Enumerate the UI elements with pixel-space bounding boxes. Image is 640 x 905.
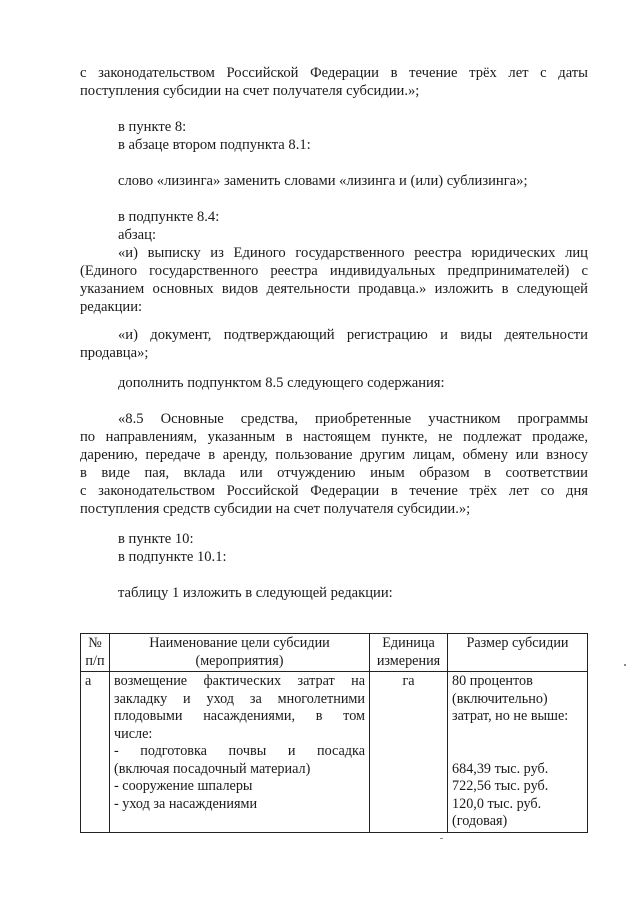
cell-line: 684,39 тыс. руб. [452, 760, 549, 777]
text-line: абзац: [118, 227, 157, 243]
text-line: (Единого государственного реестра индивидуальных предпринимателей) с [80, 263, 588, 279]
text-line: указанием основных видов деятельности продавца.» изложить в следующей [80, 281, 588, 297]
header-text: Наименование цели субсидии [149, 635, 330, 651]
cell-line: возмещение фактических затрат на [114, 673, 365, 689]
text-line: с законодательством Российской Федерации в течение трёх лет с даты [80, 65, 588, 81]
cell-line: (включая посадочный материал) [114, 760, 311, 777]
cell-line: 120,0 тыс. руб. [452, 795, 542, 812]
cell-line: 722,56 тыс. руб. [452, 778, 549, 794]
text-line: поступления субсидии на счет получателя субсидии.»; [80, 83, 420, 99]
cell-text: га [402, 673, 415, 689]
text-line: по направлениям, указанным в настоящем пункте, не подлежат продаже, [80, 429, 588, 445]
text-line: редакции: [80, 299, 143, 315]
header-number [81, 634, 110, 672]
text-line: дарению, передаче в аренду, пользование другим лицам, обмену или взносу [80, 447, 588, 463]
header-text: Единица [382, 635, 435, 651]
text-line: продавца»; [80, 345, 149, 361]
text-line: в абзаце втором подпункта 8.1: [118, 137, 311, 153]
row-amount [448, 672, 588, 833]
table-row [81, 672, 588, 833]
cell-line: (включительно) [452, 690, 548, 707]
text-line: слово «лизинга» заменить словами «лизинга и (или) сублизинга»; [118, 173, 528, 189]
text-line: в пункте 8: [118, 119, 187, 135]
header-text: (мероприятия) [195, 652, 284, 669]
cell-line: закладку и уход за многолетними [114, 690, 365, 707]
text-line: в виде пая, вклада или отчуждению иным образом в соответствии [80, 465, 588, 481]
row-number [81, 672, 110, 833]
cell-line: - сооружение шпалеры [114, 778, 253, 794]
header-amount [448, 634, 588, 672]
scan-speck [624, 664, 626, 666]
cell-line: затрат, но не выше: [452, 708, 569, 724]
header-text: Размер субсидии [466, 635, 569, 651]
cell-line: числе: [114, 725, 153, 742]
cell-line: 80 процентов [452, 673, 533, 689]
cell-line: - подготовка почвы и посадка [114, 743, 365, 759]
header-text: измерения [376, 652, 441, 669]
text-line: в пункте 10: [118, 531, 194, 547]
header-text: п/п [85, 652, 105, 669]
text-line: «8.5 Основные средства, приобретенные участником программы [118, 411, 588, 427]
text-line: в подпункте 8.4: [118, 209, 220, 225]
text-line: дополнить подпунктом 8.5 следующего содержания: [118, 375, 445, 391]
table-header-row [81, 634, 588, 672]
header-text: № [88, 635, 102, 651]
scan-speck [440, 838, 443, 839]
cell-line: - уход за насаждениями [114, 795, 258, 812]
cell-line: плодовыми насаждениями, в том [114, 708, 365, 724]
cell-line: (годовая) [452, 813, 508, 829]
text-line: в подпункте 10.1: [118, 549, 227, 565]
cell-text: а [85, 673, 92, 689]
cell-spacer [452, 726, 583, 761]
row-unit [370, 672, 448, 833]
subsidy-table [80, 633, 588, 833]
text-line: «и) документ, подтверждающий регистрацию и виды деятельности [118, 327, 588, 343]
text-line: «и) выписку из Единого государственного реестра юридических лиц [118, 245, 588, 261]
header-unit [370, 634, 448, 672]
row-name [110, 672, 370, 833]
text-line: поступления средств субсидии на счет получателя субсидии.»; [80, 501, 471, 517]
text-line: с законодательством Российской Федерации в течение трёх лет со дня [80, 483, 588, 499]
text-line: таблицу 1 изложить в следующей редакции: [118, 585, 393, 601]
header-name [110, 634, 370, 672]
